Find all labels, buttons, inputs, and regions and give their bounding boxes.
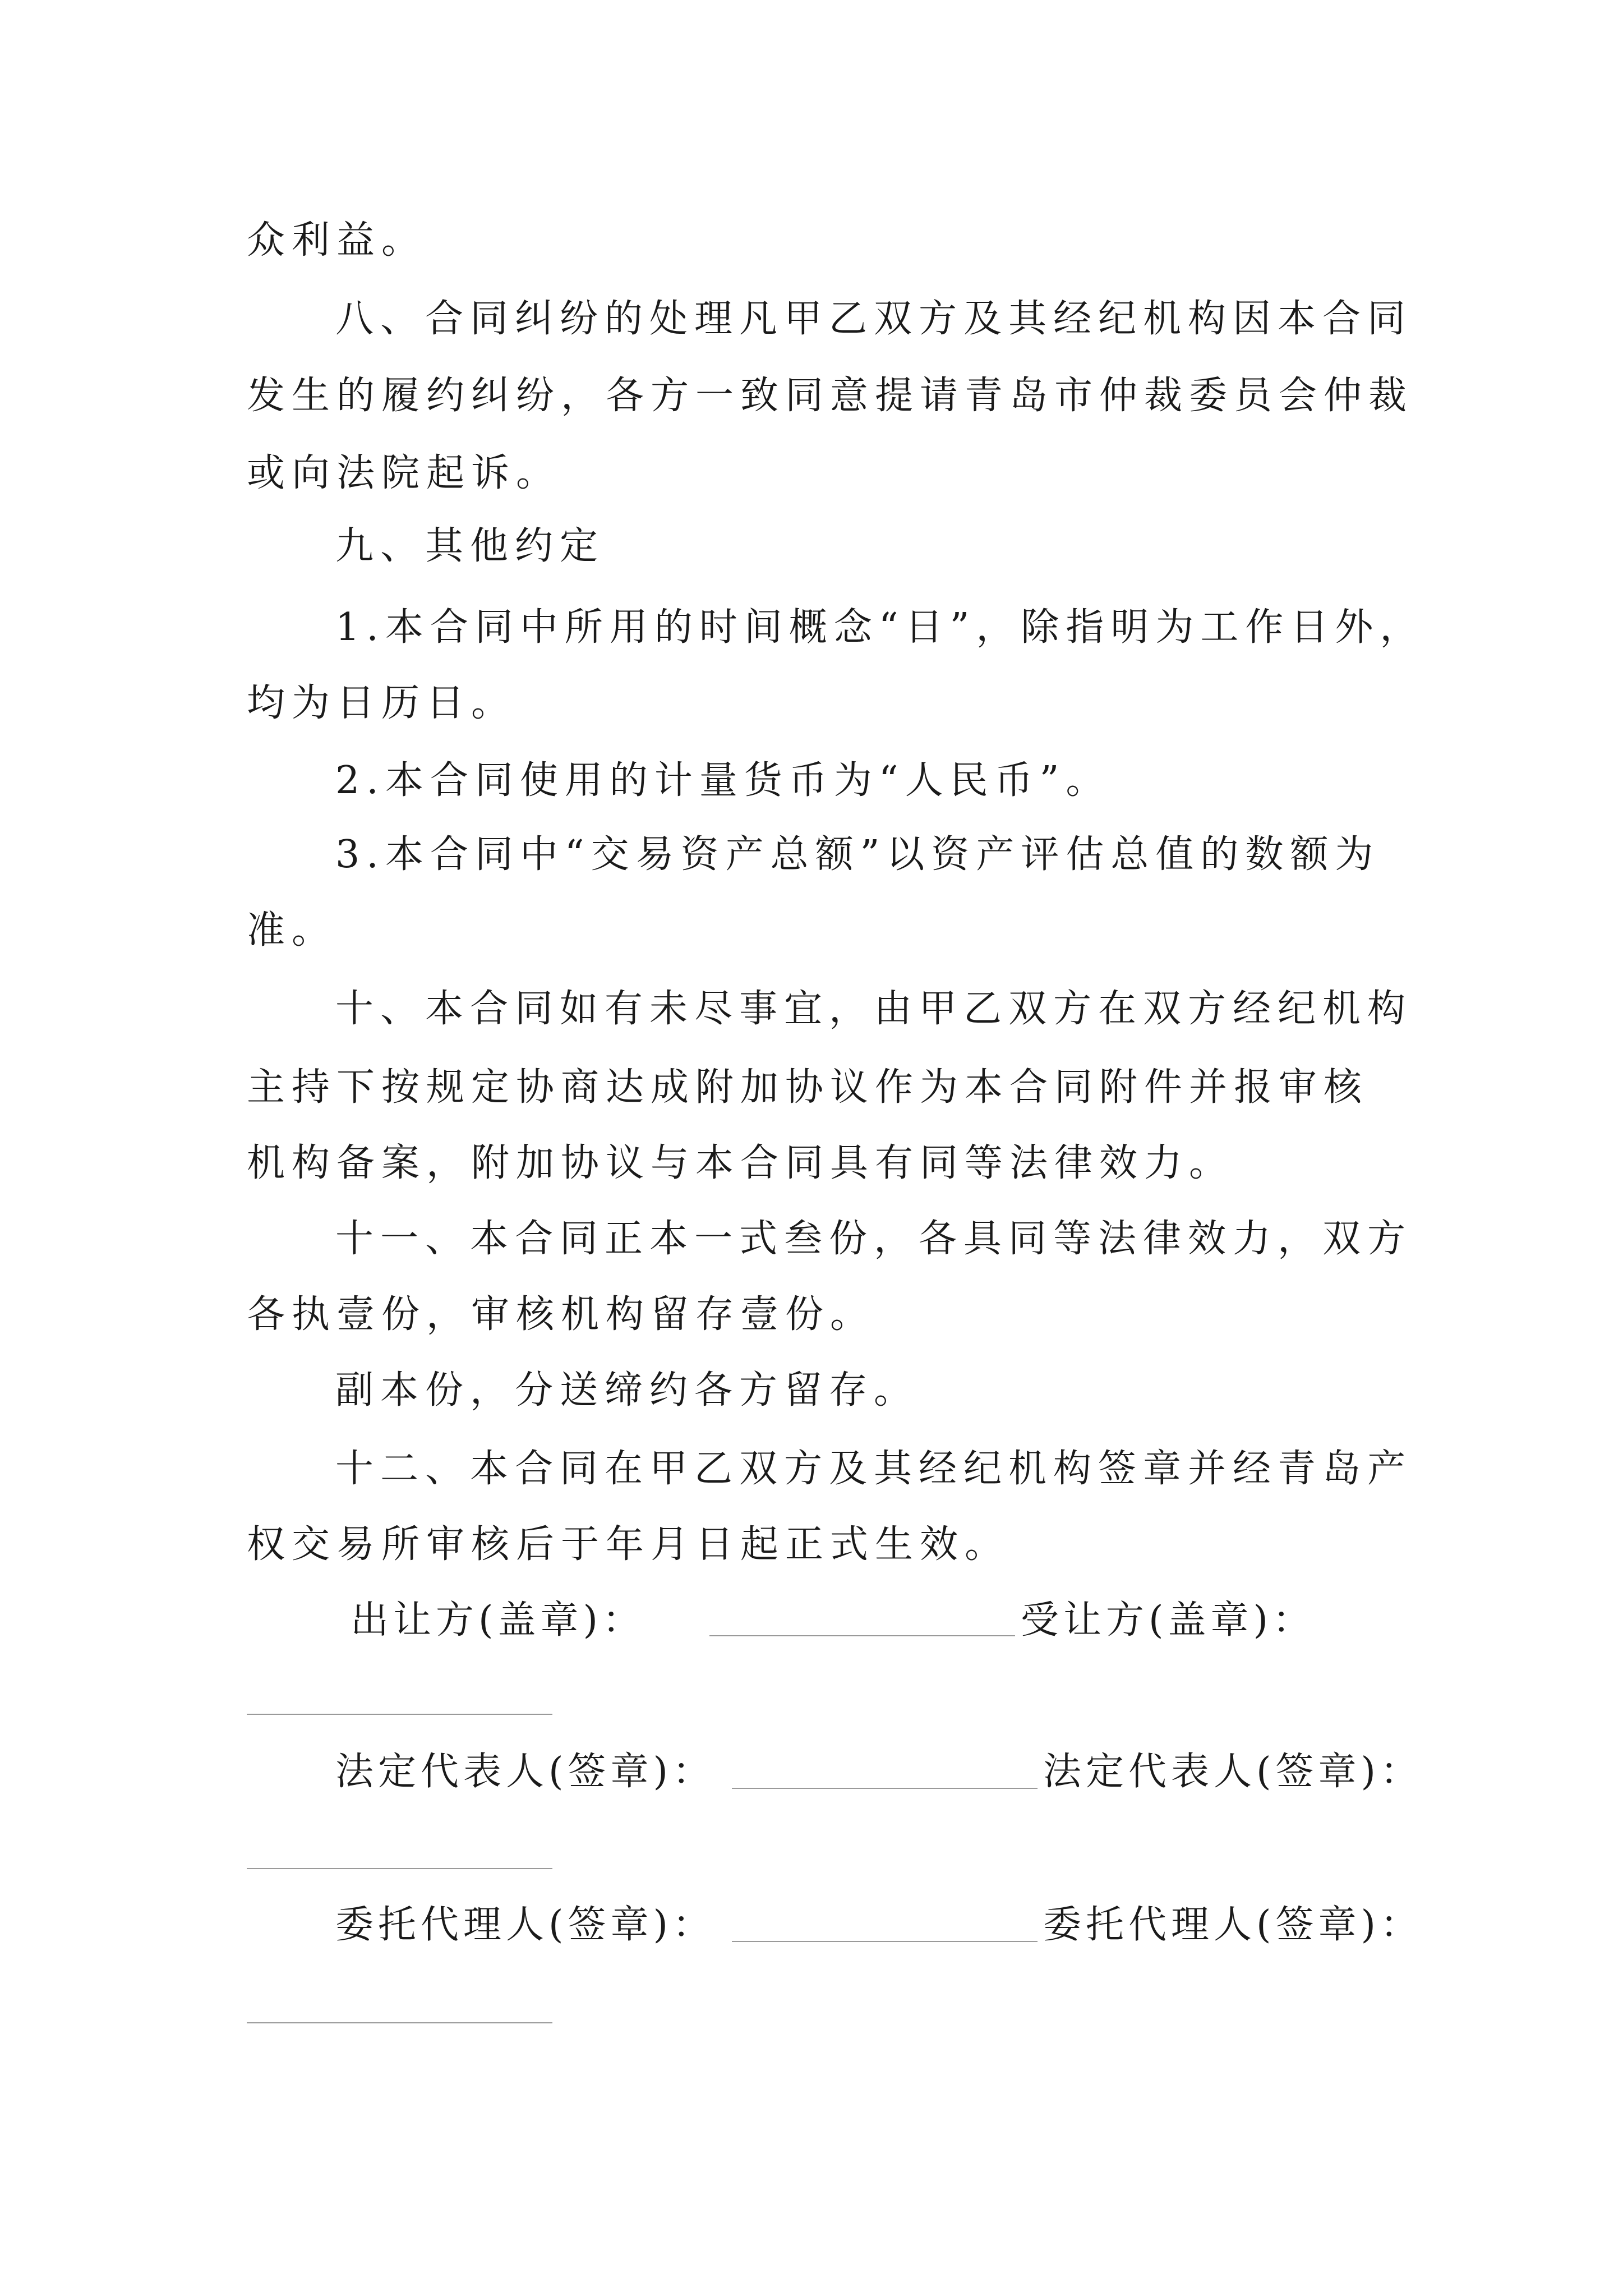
- paragraph-line: 均为日历日。: [247, 681, 517, 725]
- agent-a-blank[interactable]: [732, 1941, 1038, 1942]
- paragraph-line: 各执壹份，审核机构留存壹份。: [247, 1292, 875, 1337]
- transferee-seal-blank[interactable]: [247, 1714, 552, 1715]
- legal-rep-b-label: 法定代表人(签章)：: [1043, 1750, 1423, 1794]
- paragraph-line: 十、本合同如有未尽事宜，由甲乙双方在双方经纪机构: [335, 987, 1413, 1031]
- paragraph-line: 九、其他约定: [335, 524, 605, 568]
- agent-a-label: 委托代理人(签章)：: [335, 1903, 716, 1947]
- paragraph-line: 十一、本合同正本一式叁份，各具同等法律效力，双方: [335, 1217, 1413, 1261]
- transferor-seal-blank[interactable]: [709, 1635, 1015, 1636]
- paragraph-line: 发生的履约纠纷，各方一致同意提请青岛市仲裁委员会仲裁: [247, 374, 1414, 418]
- paragraph-line: 准。: [247, 908, 337, 953]
- paragraph-line: 2.本合同使用的计量货币为“人民币”。: [335, 758, 1111, 803]
- transferee-seal-label: 受让方(盖章)：: [1021, 1598, 1316, 1642]
- agent-b-blank[interactable]: [247, 2022, 552, 2023]
- legal-rep-a-label: 法定代表人(签章)：: [335, 1750, 716, 1794]
- paragraph-line: 或向法院起诉。: [247, 451, 561, 495]
- agent-b-label: 委托代理人(签章)：: [1043, 1903, 1423, 1947]
- paragraph-line: 权交易所审核后于年月日起正式生效。: [247, 1522, 1010, 1567]
- paragraph-line: 1.本合同中所用的时间概念“日”，除指明为工作日外，: [335, 605, 1425, 650]
- paragraph-line: 众利益。: [247, 218, 427, 263]
- legal-rep-a-blank[interactable]: [732, 1788, 1038, 1789]
- paragraph-line: 3.本合同中“交易资产总额”以资产评估总值的数额为: [335, 832, 1380, 877]
- paragraph-line: 机构备案，附加协议与本合同具有同等法律效力。: [247, 1141, 1234, 1185]
- paragraph-line: 十二、本合同在甲乙双方及其经纪机构签章并经青岛产: [335, 1447, 1413, 1491]
- paragraph-line: 八、合同纠纷的处理凡甲乙双方及其经纪机构因本合同: [335, 297, 1413, 341]
- paragraph-line: 副本份，分送缔约各方留存。: [335, 1368, 919, 1412]
- legal-rep-b-blank[interactable]: [247, 1868, 552, 1869]
- paragraph-line: 主持下按规定协商达成附加协议作为本合同附件并报审核: [247, 1065, 1369, 1110]
- transferor-seal-label: 出让方(盖章)：: [351, 1598, 645, 1642]
